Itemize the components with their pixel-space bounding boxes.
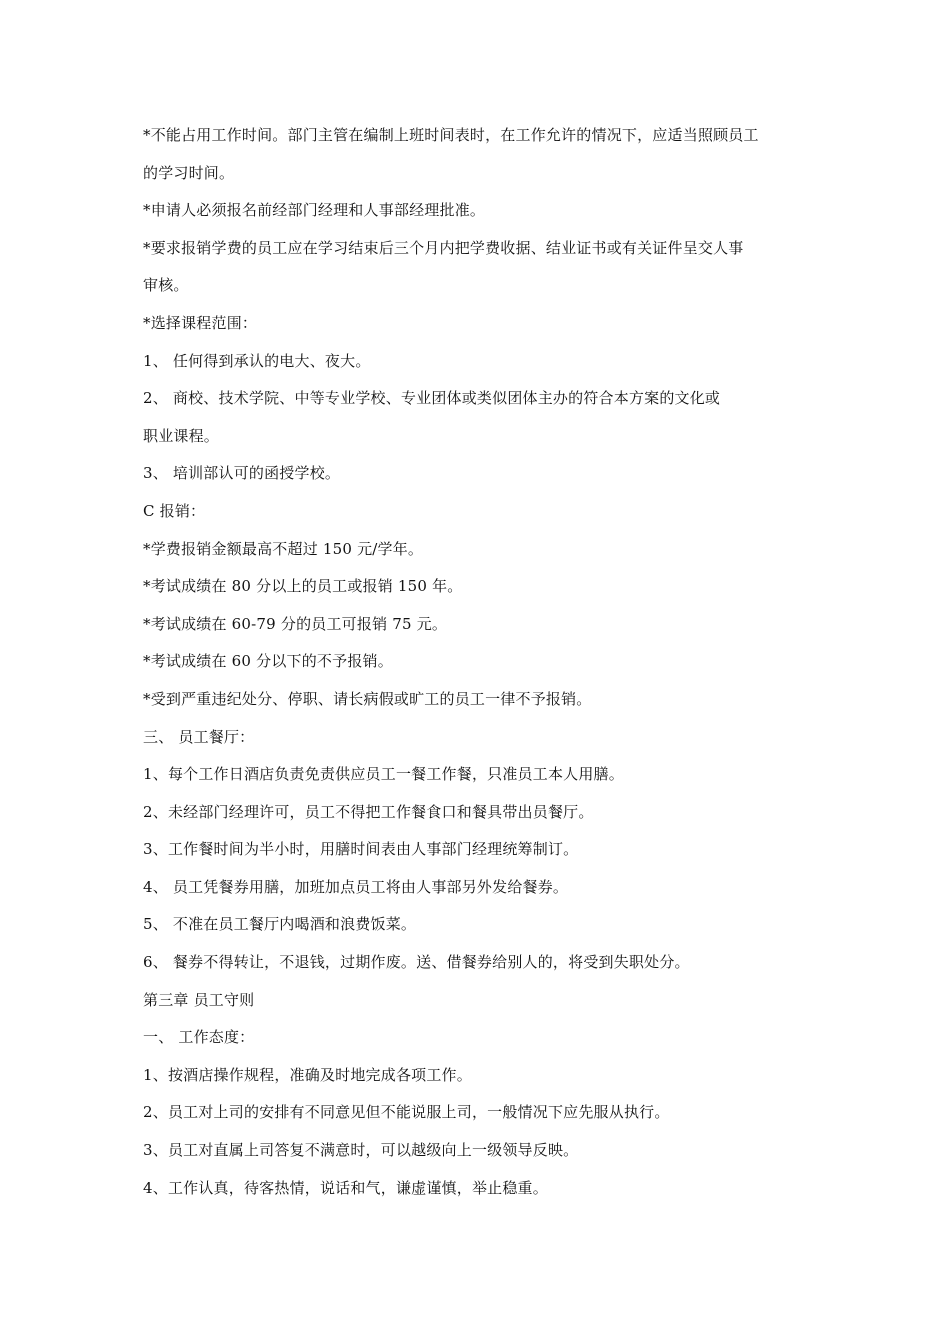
list-item: 3、工作餐时间为半小时，用膳时间表由人事部门经理统筹制订。 (143, 840, 579, 859)
text-line: *考试成绩在 60 分以下的不予报销。 (143, 652, 393, 671)
text-line: *学费报销金额最高不超过 150 元/学年。 (143, 539, 424, 558)
text-line: *要求报销学费的员工应在学习结束后三个月内把学费收据、结业证书或有关证件呈交人事 (143, 238, 744, 257)
document-body (143, 122, 823, 1212)
list-item: 1、按酒店操作规程，准确及时地完成各项工作。 (143, 1065, 472, 1084)
list-item: 6、 餐券不得转让，不退钱，过期作废。送、借餐券给别人的，将受到失职处分。 (143, 953, 690, 972)
list-item: 2、员工对上司的安排有不同意见但不能说服上司，一般情况下应先服从执行。 (143, 1103, 670, 1122)
list-item: 3、 培训部认可的函授学校。 (143, 464, 341, 483)
list-item: 2、 商校、技术学院、中等专业学校、专业团体或类似团体主办的符合本方案的文化或 (143, 389, 721, 408)
text-line: 审核。 (143, 276, 189, 295)
text-line: *考试成绩在 80 分以上的员工或报销 150 年。 (143, 577, 463, 596)
text-line: *不能占用工作时间。部门主管在编制上班时间表时，在工作允许的情况下，应适当照顾员工 (143, 126, 759, 144)
text-line: 职业课程。 (143, 426, 220, 445)
chapter-heading: 第三章 员工守则 (143, 990, 255, 1009)
list-item: 4、工作认真，待客热情，说话和气，谦虚谨慎，举止稳重。 (143, 1178, 548, 1197)
text-line: *选择课程范围： (143, 313, 258, 332)
text-line: *考试成绩在 60-79 分的员工可报销 75 元。 (143, 614, 448, 633)
section-heading: 一、 工作态度： (143, 1028, 255, 1047)
section-heading: C 报销： (143, 501, 206, 520)
list-item: 5、 不准在员工餐厅内喝酒和浪费饭菜。 (143, 915, 417, 934)
list-item: 1、 任何得到承认的电大、夜大。 (143, 351, 371, 370)
text-line: 的学习时间。 (143, 163, 235, 182)
list-item: 4、 员工凭餐券用膳，加班加点员工将由人事部另外发给餐券。 (143, 877, 569, 896)
list-item: 1、每个工作日酒店负责免责供应员工一餐工作餐，只准员工本人用膳。 (143, 765, 624, 784)
list-item: 2、未经部门经理许可，员工不得把工作餐食口和餐具带出员餐厅。 (143, 802, 594, 821)
list-item: 3、员工对直属上司答复不满意时，可以越级向上一级领导反映。 (143, 1141, 579, 1160)
text-line: *受到严重违纪处分、停职、请长病假或旷工的员工一律不予报销。 (143, 689, 592, 708)
section-heading: 三、 员工餐厅： (143, 727, 255, 746)
text-line: *申请人必须报名前经部门经理和人事部经理批准。 (143, 201, 486, 220)
